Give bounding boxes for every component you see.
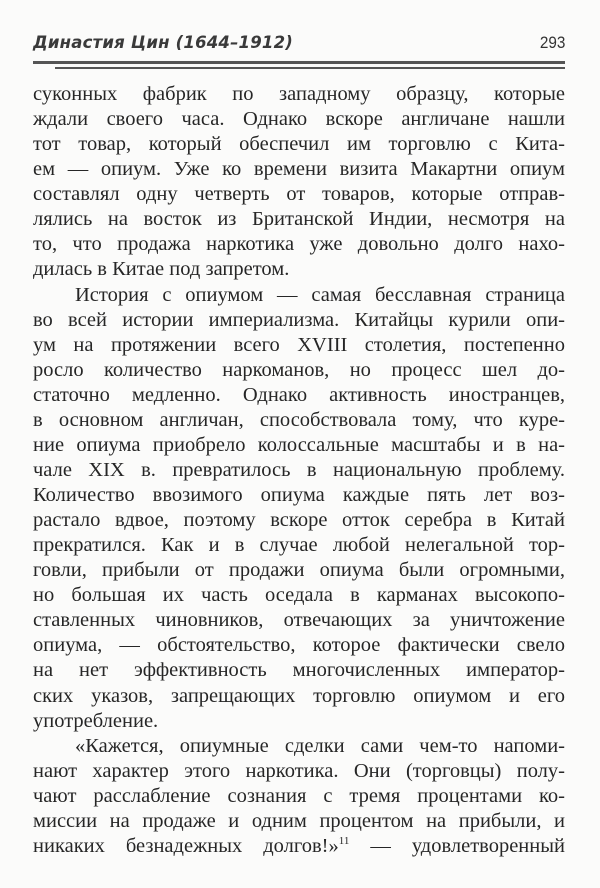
text-line-content: опиума, — обстоятельство, которое фактически свело — [33, 634, 565, 657]
text-line — [33, 433, 565, 458]
text-line — [33, 533, 565, 558]
text-line-content: «Кажется, опиумные сделки сами чем-то напоми- — [75, 734, 565, 757]
text-line — [33, 759, 565, 784]
paragraph-start-line — [33, 283, 565, 308]
text-line-content: растало вдвое, поэтому вскоре отток серебра в Китай — [33, 509, 565, 532]
header-rule-thin — [55, 67, 565, 69]
text-line-content: ждали своего часа. Однако вскоре англичане нашли — [33, 108, 565, 131]
text-line-content: дилась в Китае под запретом. — [33, 258, 290, 281]
text-line — [33, 458, 565, 483]
running-title: Династия Цин (1644–1912) — [33, 33, 294, 52]
text-line — [33, 333, 565, 358]
text-line-content: ских указов, запрещающих торговлю опиумом и его — [33, 684, 565, 707]
paragraph-start-line — [33, 734, 565, 759]
paragraph-end-line — [33, 709, 565, 734]
text-line — [33, 182, 565, 207]
paragraph-end-line — [33, 257, 565, 282]
text-line-content: ем — опиум. Уже ко времени визита Макартни опиум — [33, 158, 565, 181]
text-line-content: тот товар, который обеспечил им торговлю с Кита- — [33, 133, 565, 156]
text-line-content: ние опиума приобрело колоссальные масштабы и в на- — [33, 433, 565, 456]
page-number: 293 — [539, 33, 565, 52]
text-line — [33, 608, 565, 633]
text-line — [33, 558, 565, 583]
text-line-content: в основном англичан, способствовала тому, что куре- — [33, 408, 565, 431]
text-line — [33, 784, 565, 809]
text-line-content: употребление. — [33, 709, 159, 732]
text-line-content: ум на протяжении всего XVIII столетия, постепенно — [33, 333, 565, 356]
text-line — [33, 383, 565, 408]
text-line — [33, 207, 565, 232]
text-line-content: миссии на продаже и одним процентом на прибыли, и — [33, 809, 565, 832]
footnote-marker: 11 — [338, 834, 350, 847]
continuation-text: — удовлетворенный — [349, 834, 565, 857]
text-line — [33, 232, 565, 257]
text-line — [33, 107, 565, 132]
quote-end-text: никаких безнадежных долгов!» — [33, 834, 339, 857]
text-line-content: чале XIX в. превратилось в национальную проблему. — [33, 458, 565, 481]
text-line-content: суконных фабрик по западному образцу, которые — [33, 83, 565, 105]
text-line-content: История с опиумом — самая бесславная страница — [75, 283, 565, 306]
text-line — [33, 308, 565, 333]
text-line — [33, 483, 565, 508]
text-line-content: во всей истории империализма. Китайцы курили опи- — [33, 308, 565, 331]
text-line-content: росло количество наркоманов, но процесс шел до- — [33, 358, 565, 381]
text-line-content: статочно медленно. Однако активность иностранцев, — [33, 383, 565, 406]
text-line-content: Количество ввозимого опиума каждые пять лет воз- — [33, 484, 565, 506]
header-rule-thick — [33, 61, 565, 64]
text-line-content: говли, прибыли от продажи опиума были огромными, — [33, 559, 565, 582]
text-line-content: лялись на восток из Британской Индии, несмотря на — [33, 208, 565, 231]
text-line — [33, 633, 565, 658]
text-line — [33, 809, 565, 834]
text-line — [33, 132, 565, 157]
text-line-content: ставленных чиновников, отвечающих за уничтожение — [33, 609, 565, 632]
text-line — [33, 583, 565, 608]
running-head — [33, 33, 565, 59]
text-line-content: на нет эффективность многочисленных император- — [33, 659, 565, 682]
text-line — [33, 408, 565, 433]
text-line — [33, 834, 565, 859]
text-line-content: нают характер этого наркотика. Они (торговцы) полу- — [33, 759, 565, 782]
text-line — [33, 82, 565, 107]
text-line-content: прекратился. Как и в случае любой нелегальной тор- — [33, 534, 565, 557]
text-line — [33, 684, 565, 709]
text-line — [33, 157, 565, 182]
text-line-content: чают расслабление сознания с тремя процентами ко- — [33, 784, 565, 807]
text-line — [33, 508, 565, 533]
text-line-content — [33, 834, 565, 859]
text-line — [33, 658, 565, 683]
text-line — [33, 358, 565, 383]
text-line-content: то, что продажа наркотика уже довольно долго нахо- — [33, 233, 565, 256]
body-text — [33, 82, 565, 859]
text-line-content: составлял одну четверть от товаров, которые отправ- — [33, 183, 565, 206]
text-line-content: но большая их часть оседала в карманах высокопо- — [33, 584, 565, 607]
